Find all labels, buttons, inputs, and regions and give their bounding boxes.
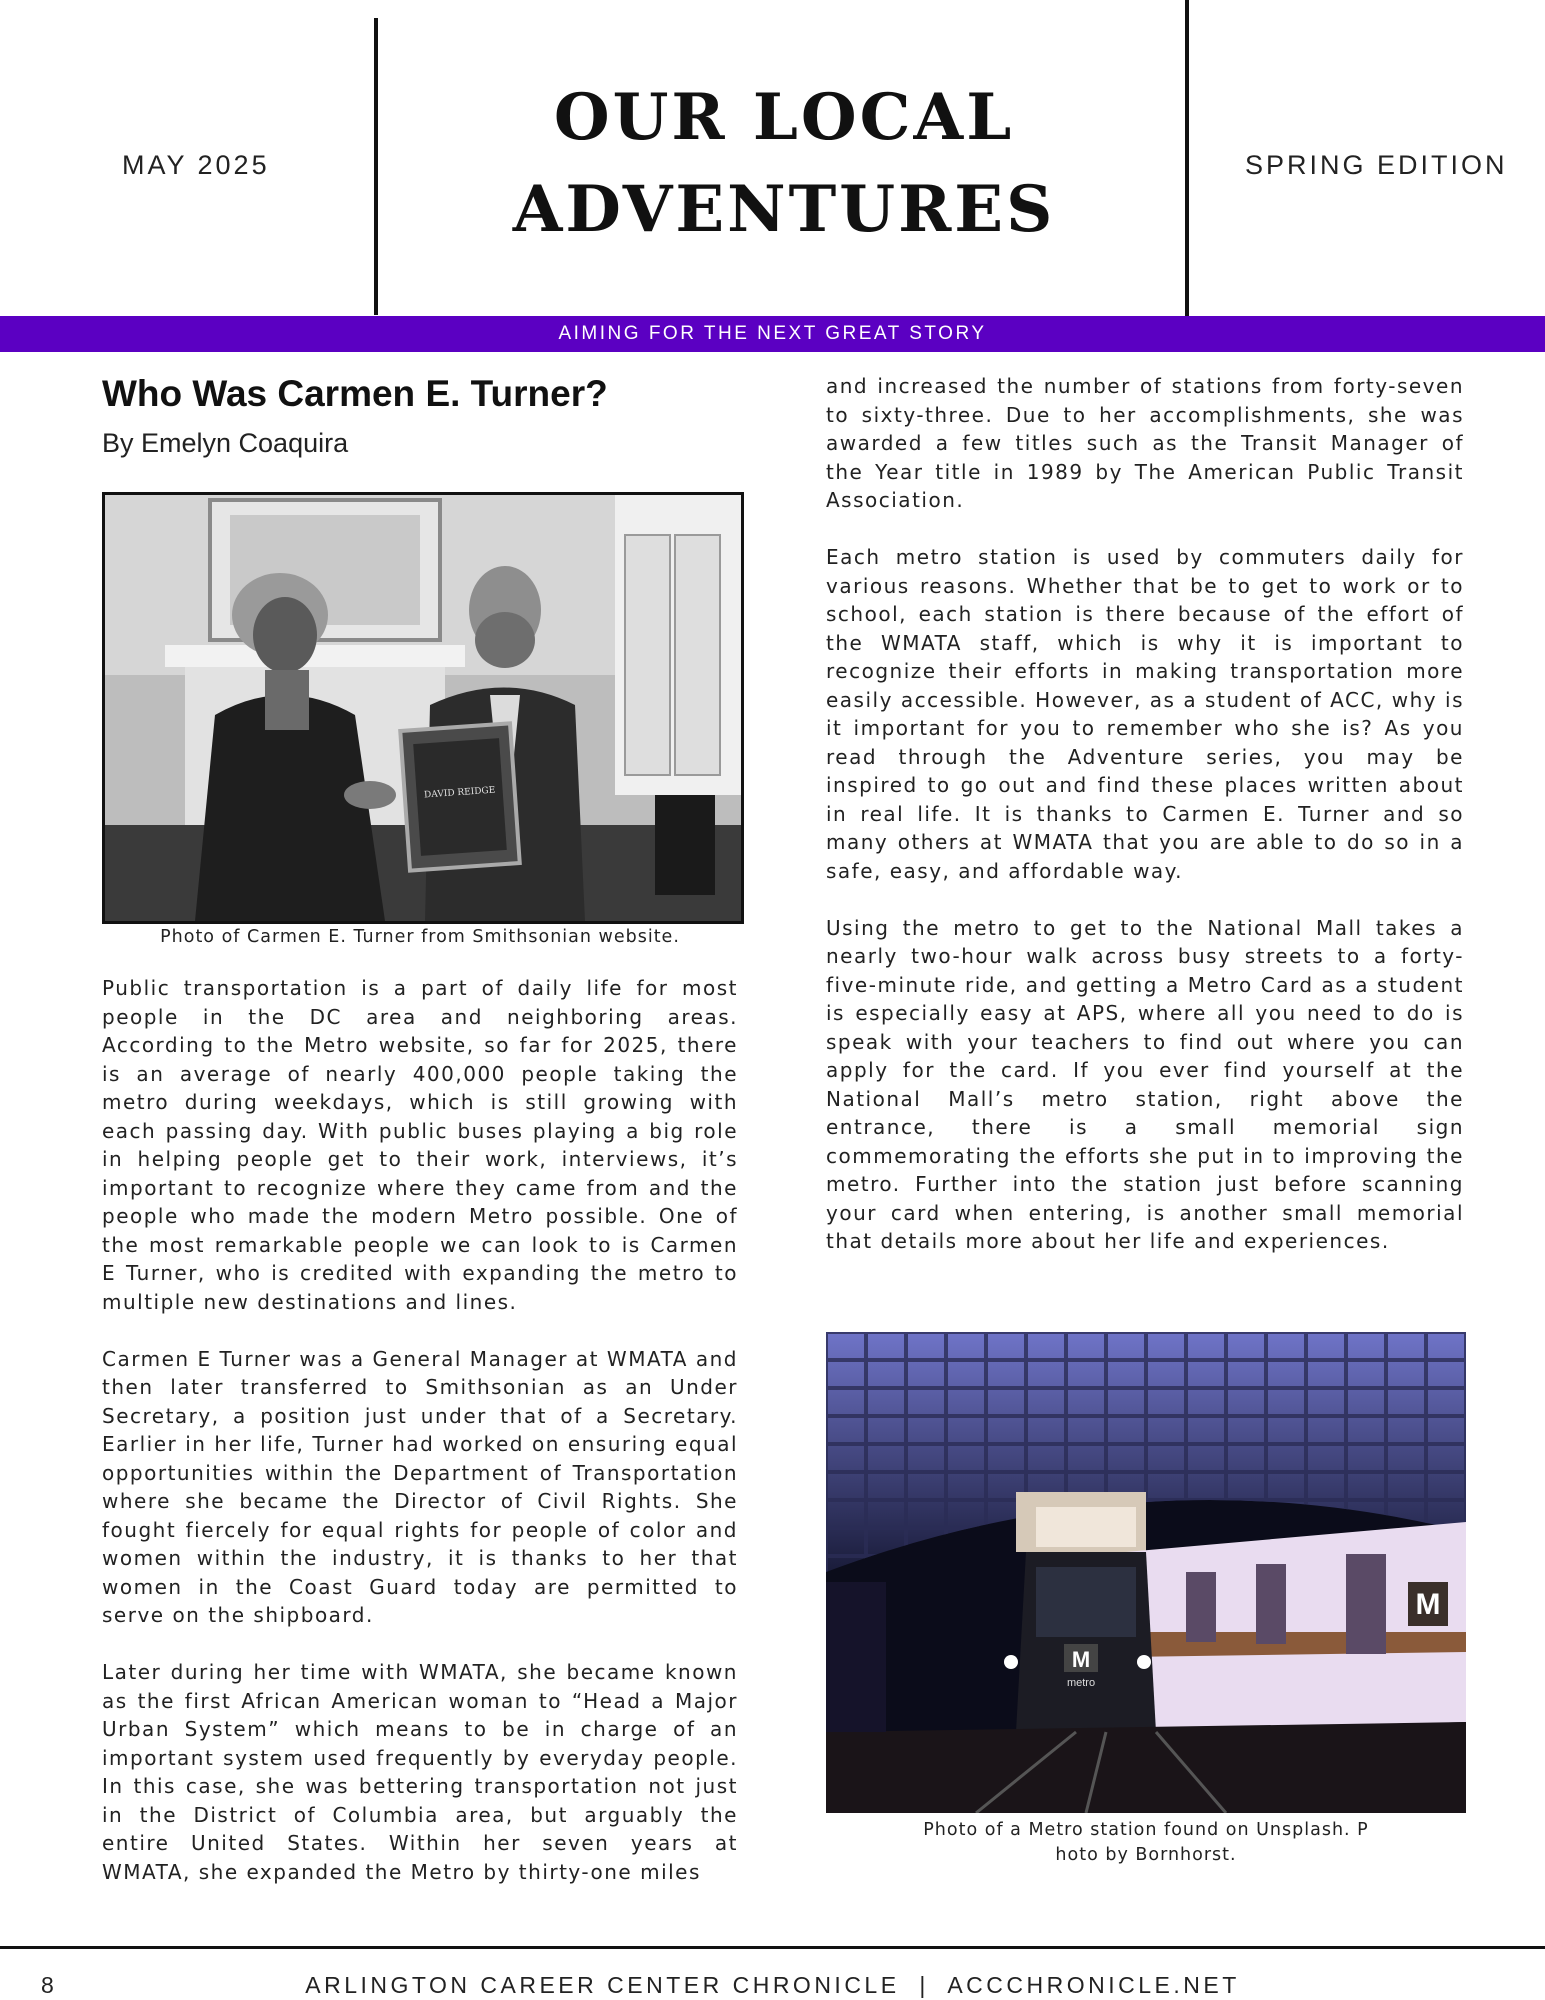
article-byline: By Emelyn Coaquira xyxy=(102,428,349,458)
page-number: 8 xyxy=(41,1972,58,1998)
turner-photo-image xyxy=(105,495,741,921)
tagline-band: AIMING FOR THE NEXT GREAT STORY xyxy=(0,316,1545,352)
article-right-column xyxy=(826,372,1464,1284)
edition-label: SPRING EDITION xyxy=(1245,150,1508,180)
article-paragraph: and increased the number of stations from forty-seven to sixty-three. Due to her accomplishments, she was awarded a few titles such as the Transit Manager of the Year title in 1989 by The American Public Transit Association. xyxy=(826,374,1464,512)
metro-station-photo xyxy=(826,1332,1466,1813)
metro-photo-caption xyxy=(826,1818,1466,1868)
masthead-divider-right xyxy=(1185,0,1189,335)
metro-logo-front-word: metro xyxy=(1066,1677,1096,1689)
article-paragraph: Later during her time with WMATA, she became known as the first African American woman to “Head a Major Urban System” which means to be in charge of an important system used frequently by everyday people. In this case, she was bettering transportation not just in the District of Columbia area, but arguably the entire United States. Within her seven years at WMATA, she expanded the Metro by thirty-one miles xyxy=(102,1660,738,1884)
article-left-column xyxy=(102,974,738,1915)
metro-photo-caption-line2: hoto by Bornhorst. xyxy=(1055,1845,1237,1865)
metro-photo-caption-line1: Photo of a Metro station found on Unsplash. P xyxy=(923,1820,1369,1840)
footer-publication: ARLINGTON CAREER CENTER CHRONICLE | ACCCHRONICLE.NET xyxy=(305,1972,1240,1998)
article-headline: Who Was Carmen E. Turner? xyxy=(102,373,608,414)
metro-logo-car: M xyxy=(1415,1588,1441,1621)
footer-rule xyxy=(0,1946,1545,1949)
turner-photo-caption: Photo of Carmen E. Turner from Smithsonian website. xyxy=(160,927,680,947)
masthead-title xyxy=(380,72,1188,256)
masthead-title-line2: ADVENTURES xyxy=(512,172,1056,247)
plaque-text: DAVID REIDGE xyxy=(423,785,496,801)
turner-photo xyxy=(102,492,744,924)
article-paragraph: Each metro station is used by commuters daily for various reasons. Whether that be to get to work or to school, each station is there because of the effort of the WMATA staff, which is why it is important to recognize their efforts in making transportation more easily accessible. However, as a student of ACC, why is it important for you to remember who she is? As you read through the Adventure series, you may be inspired to go out and find these places written about in real life. It is thanks to Carmen E. Turner and so many others at WMATA that you are able to do so in a safe, easy, and affordable way. xyxy=(826,545,1464,883)
article-paragraph: Using the metro to get to the National Mall takes a nearly two-hour walk across busy streets to a forty-five-minute ride, and getting a Metro Card as a student is especially easy at APS, where all you need to do is speak with your teachers to find out where you can apply for the card. If you ever find yourself at the National Mall’s metro station, right above the entrance, there is a small memorial sign commemorating the efforts she put in to improving the metro. Further into the station just before scanning your card when entering, is another small memorial that details more about her life and experiences. xyxy=(826,915,1464,1253)
issue-date: MAY 2025 xyxy=(122,150,270,180)
metro-logo-front: M xyxy=(1071,1647,1091,1672)
masthead-title-line1: OUR LOCAL xyxy=(553,80,1015,155)
article-paragraph: Carmen E Turner was a General Manager at WMATA and then later transferred to Smithsonian as an Under Secretary, a position just under that of a Secretary. Earlier in her life, Turner had worked on ensuring equal opportunities within the Department of Transportation where she became the Director of Civil Rights. She fought fiercely for equal rights for people of color and women within the industry, it is thanks to her that women in the Coast Guard today are permitted to serve on the shipboard. xyxy=(102,1346,738,1627)
article-paragraph: Public transportation is a part of daily life for most people in the DC area and neighboring areas. According to the Metro website, so far for 2025, there is an average of nearly 400,000 people taking the metro during weekdays, which is still growing with each passing day. With public buses playing a big role in helping people get to their work, interviews, it’s important to recognize where they came from and the people who made the modern Metro possible. One of the most remarkable people we can look to is Carmen E Turner, who is credited with expanding the metro to multiple new destinations and lines. xyxy=(102,976,738,1314)
metro-station-image xyxy=(826,1332,1466,1813)
masthead-divider-left xyxy=(374,18,378,315)
